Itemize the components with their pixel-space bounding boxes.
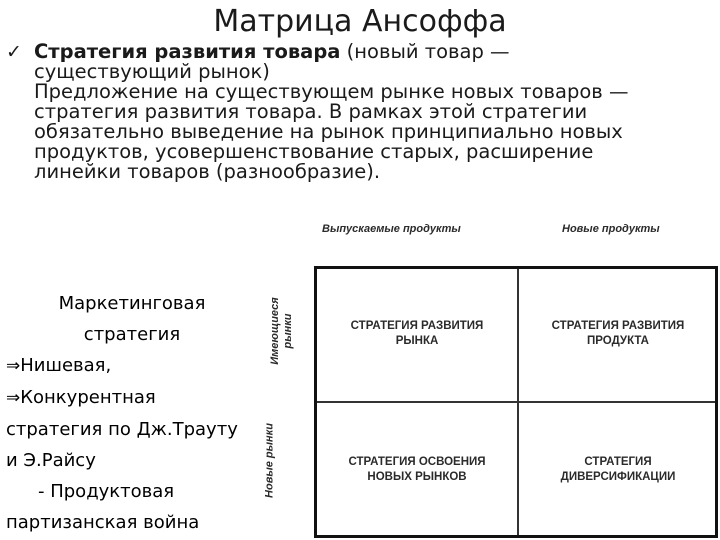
cell-market-development: СТРАТЕГИЯ РАЗВИТИЯ РЫНКА xyxy=(350,320,484,347)
double-arrow-right-icon: ⇒ xyxy=(6,356,21,376)
column-header-existing-products: Выпускаемые продукты xyxy=(322,223,461,235)
grid-divider-horizontal xyxy=(317,401,715,403)
left-line5: - Продуктовая xyxy=(38,481,175,502)
matrix-grid xyxy=(314,266,718,538)
column-header-new-products: Новые продукты xyxy=(562,223,660,235)
checkmark-icon: ✓ xyxy=(6,41,22,63)
paragraph-line-1: Предложение на существующем рынке новых товаров — xyxy=(34,80,629,103)
marketing-title-line1: Маркетинговая xyxy=(58,293,206,314)
marketing-title-line2: стратегия xyxy=(83,324,181,345)
heading-line2: существующий рынок) xyxy=(34,60,270,83)
left-line3: стратегия по Дж.Трауту xyxy=(6,419,238,440)
bullet-section xyxy=(6,42,714,182)
row-header-new-markets: Новые рынки xyxy=(263,423,276,498)
ansoff-matrix xyxy=(244,214,720,540)
paragraph-line-2: стратегия развития товара. В рамках этой стратегии xyxy=(34,100,588,123)
cell-new-markets: СТРАТЕГИЯ ОСВОЕНИЯ НОВЫХ РЫНКОВ xyxy=(348,456,486,483)
heading-rest-text: (новый товар — xyxy=(340,40,510,63)
paragraph-line-5: линейки товаров (разнообразие). xyxy=(34,160,381,183)
paragraph-line-4: продуктов, усовершенствование старых, расширение xyxy=(34,140,594,163)
double-arrow-right-icon: ⇒ xyxy=(6,388,21,408)
row-header-existing-markets: Имеющиеся рынки xyxy=(269,297,294,365)
list-item-niche: ⇒Нишевая, xyxy=(6,355,112,376)
left-line6: партизанская война xyxy=(6,512,200,533)
cell-diversification: СТРАТЕГИЯ ДИВЕРСИФИКАЦИИ xyxy=(560,456,676,483)
list-item-competitive: ⇒Конкурентная xyxy=(6,387,156,408)
heading-bold-text: Стратегия развития товара xyxy=(34,40,341,63)
bullet-heading xyxy=(6,42,714,62)
cell-product-development: СТРАТЕГИЯ РАЗВИТИЯ ПРОДУКТА xyxy=(551,320,685,347)
slide-title: Матрица Ансоффа xyxy=(213,4,507,39)
left-line4: и Э.Райсу xyxy=(6,450,96,471)
paragraph-line-3: обязательно выведение на рынок принципиально новых xyxy=(34,120,623,143)
marketing-strategy-block xyxy=(6,288,258,538)
